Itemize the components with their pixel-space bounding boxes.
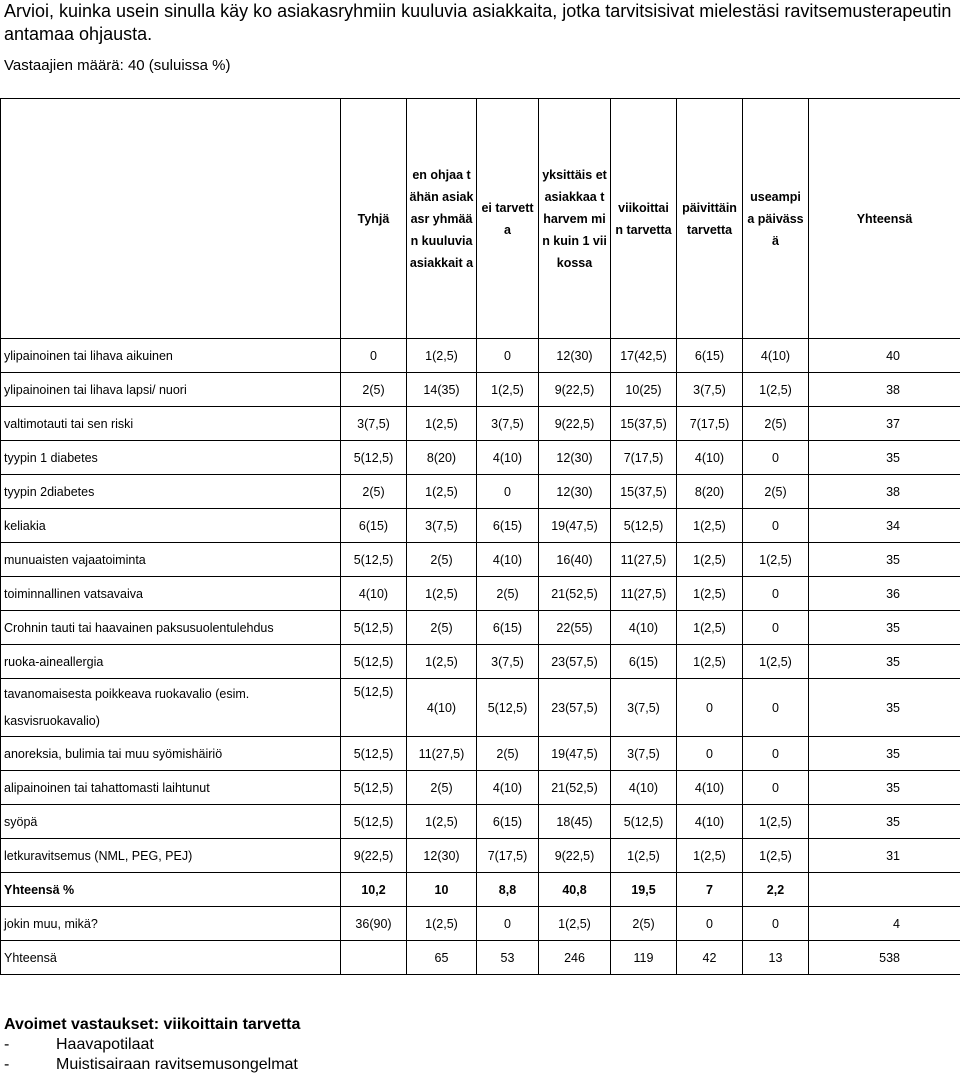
row-label: valtimotauti tai sen riski [1,407,341,441]
table-cell: 5(12,5) [341,805,407,839]
table-cell: 1(2,5) [407,407,477,441]
open-answers-title: Avoimet vastaukset: viikoittain tarvetta [4,1016,301,1033]
table-cell: 0 [743,771,809,805]
row-label: ruoka-aineallergia [1,645,341,679]
table-cell: 1(2,5) [539,907,611,941]
table-row [1,771,960,805]
table-cell: 11(27,5) [407,737,477,771]
row-label: Crohnin tauti tai haavainen paksusuolentulehdus [1,611,341,645]
table-cell: 2(5) [341,475,407,509]
table-cell: 0 [743,737,809,771]
row-total-cell: 38 [809,475,960,509]
table-cell: 6(15) [477,611,539,645]
table-cell: 6(15) [477,509,539,543]
table-cell: 2(5) [743,475,809,509]
table-cell: 5(12,5) [611,805,677,839]
table-cell: 0 [677,679,743,737]
table-cell: 3(7,5) [341,407,407,441]
table-row [1,339,960,373]
table-cell: 0 [477,339,539,373]
row-total-cell: 35 [809,805,960,839]
results-table-wrapper [0,98,960,975]
row-total-cell: 40 [809,339,960,373]
table-cell: 23(57,5) [539,679,611,737]
table-cell: 12(30) [539,441,611,475]
open-answers-list [4,1035,904,1075]
table-cell: 2(5) [407,771,477,805]
table-row [1,805,960,839]
row-total-cell: 35 [809,645,960,679]
table-cell: 1(2,5) [407,577,477,611]
table-cell: 0 [743,509,809,543]
table-cell: 22(55) [539,611,611,645]
row-label: toiminnallinen vatsavaiva [1,577,341,611]
row-label: anoreksia, bulimia tai muu syömishäiriö [1,737,341,771]
table-cell: 5(12,5) [341,771,407,805]
row-label: alipainoinen tai tahattomasti laihtunut [1,771,341,805]
table-cell: 10 [407,873,477,907]
table-cell: 1(2,5) [407,907,477,941]
table-row [1,645,960,679]
question-title: Arvioi, kuinka usein sinulla käy ko asiakasryhmiin kuuluvia asiakkaita, jotka tarvitsisivat mielestäsi ravitsemusterapeutin antamaa ohjausta. [4,1,952,44]
table-cell: 4(10) [407,679,477,737]
table-cell: 2(5) [341,373,407,407]
row-total-cell: 31 [809,839,960,873]
table-cell: 40,8 [539,873,611,907]
table-cell: 36(90) [341,907,407,941]
table-cell: 1(2,5) [407,339,477,373]
table-cell: 0 [677,907,743,941]
respondent-count: Vastaajien määrä: 40 (suluissa %) [4,57,231,74]
table-row [1,509,960,543]
table-cell: 5(12,5) [341,679,407,737]
table-row [1,543,960,577]
table-cell: 53 [477,941,539,975]
row-label: tyypin 2diabetes [1,475,341,509]
row-total-cell: 35 [809,737,960,771]
table-cell: 3(7,5) [611,679,677,737]
row-label: tyypin 1 diabetes [1,441,341,475]
table-row [1,373,960,407]
table-cell: 0 [743,611,809,645]
table-cell: 6(15) [341,509,407,543]
table-cell: 9(22,5) [539,839,611,873]
table-cell: 1(2,5) [407,645,477,679]
table-cell: 2(5) [407,543,477,577]
column-header: päivittäin tarvetta [677,99,743,339]
table-cell: 65 [407,941,477,975]
row-total-cell [809,873,960,907]
table-cell: 14(35) [407,373,477,407]
table-cell: 4(10) [611,771,677,805]
row-total-cell: 4 [809,907,960,941]
table-cell: 1(2,5) [677,509,743,543]
table-cell: 5(12,5) [341,645,407,679]
table-cell: 0 [743,577,809,611]
table-cell: 4(10) [611,611,677,645]
table-cell: 0 [477,475,539,509]
table-row [1,407,960,441]
table-row [1,611,960,645]
table-cell: 1(2,5) [743,543,809,577]
table-cell: 4(10) [341,577,407,611]
table-cell: 5(12,5) [341,737,407,771]
table-cell: 19,5 [611,873,677,907]
column-header: en ohjaa tähän asiakasr yhmään kuuluvia asiakkait a [407,99,477,339]
column-header: viikoittai n tarvetta [611,99,677,339]
table-row [1,839,960,873]
table-cell: 9(22,5) [341,839,407,873]
table-cell: 5(12,5) [341,441,407,475]
table-cell: 4(10) [477,441,539,475]
table-cell: 10,2 [341,873,407,907]
table-cell [341,941,407,975]
table-cell: 9(22,5) [539,407,611,441]
table-body [1,339,960,975]
row-label: ylipainoinen tai lihava lapsi/ nuori [1,373,341,407]
table-cell: 5(12,5) [611,509,677,543]
table-cell: 5(12,5) [477,679,539,737]
table-cell: 3(7,5) [611,737,677,771]
table-cell: 1(2,5) [611,839,677,873]
table-cell: 3(7,5) [477,407,539,441]
table-cell: 7 [677,873,743,907]
row-total-cell: 35 [809,771,960,805]
row-label: ylipainoinen tai lihava aikuinen [1,339,341,373]
table-cell: 7(17,5) [677,407,743,441]
table-cell: 8(20) [677,475,743,509]
table-cell: 16(40) [539,543,611,577]
table-cell: 2(5) [407,611,477,645]
table-cell: 1(2,5) [743,839,809,873]
column-header: Tyhjä [341,99,407,339]
table-cell: 9(22,5) [539,373,611,407]
row-total-cell: 34 [809,509,960,543]
table-row [1,873,960,907]
table-cell: 1(2,5) [407,475,477,509]
results-table [0,98,960,975]
open-answer-text: Muistisairaan ravitsemusongelmat [56,1056,298,1073]
table-cell: 6(15) [677,339,743,373]
table-row [1,679,960,737]
table-row [1,907,960,941]
table-cell: 12(30) [539,475,611,509]
table-cell: 7(17,5) [611,441,677,475]
table-row [1,577,960,611]
row-total-cell: 38 [809,373,960,407]
row-total-cell: 538 [809,941,960,975]
table-cell: 1(2,5) [743,373,809,407]
row-total-cell: 35 [809,611,960,645]
table-cell: 2(5) [477,737,539,771]
table-cell: 15(37,5) [611,475,677,509]
table-cell: 5(12,5) [341,611,407,645]
table-cell: 1(2,5) [677,543,743,577]
row-label: Yhteensä % [1,873,341,907]
table-cell: 5(12,5) [341,543,407,577]
table-cell: 4(10) [677,441,743,475]
table-cell: 2,2 [743,873,809,907]
table-cell: 19(47,5) [539,737,611,771]
table-row [1,475,960,509]
table-cell: 1(2,5) [677,577,743,611]
table-cell: 8(20) [407,441,477,475]
column-header [1,99,341,339]
table-cell: 0 [743,679,809,737]
table-cell: 2(5) [611,907,677,941]
table-cell: 1(2,5) [407,805,477,839]
table-cell: 2(5) [743,407,809,441]
table-cell: 3(7,5) [407,509,477,543]
open-answer-text: Haavapotilaat [56,1036,154,1053]
column-header: Yhteensä [809,99,960,339]
table-row [1,441,960,475]
table-cell: 4(10) [743,339,809,373]
table-cell: 12(30) [407,839,477,873]
table-cell: 4(10) [677,805,743,839]
table-cell: 1(2,5) [677,611,743,645]
title-block [4,0,954,75]
row-total-cell: 36 [809,577,960,611]
row-label: letkuravitsemus (NML, PEG, PEJ) [1,839,341,873]
table-cell: 1(2,5) [477,373,539,407]
table-cell: 3(7,5) [677,373,743,407]
list-dash: - [4,1036,10,1053]
row-total-cell: 35 [809,543,960,577]
table-cell: 17(42,5) [611,339,677,373]
list-dash: - [4,1056,10,1073]
table-cell: 1(2,5) [677,645,743,679]
table-cell: 4(10) [677,771,743,805]
table-cell: 6(15) [477,805,539,839]
table-cell: 246 [539,941,611,975]
table-cell: 0 [743,907,809,941]
table-cell: 3(7,5) [477,645,539,679]
row-label: syöpä [1,805,341,839]
table-cell: 2(5) [477,577,539,611]
row-label: munuaisten vajaatoiminta [1,543,341,577]
column-header: ei tarvetta [477,99,539,339]
table-cell: 8,8 [477,873,539,907]
table-cell: 18(45) [539,805,611,839]
header-row [1,99,960,339]
table-row [1,941,960,975]
table-cell: 21(52,5) [539,577,611,611]
table-cell: 1(2,5) [743,645,809,679]
column-header: yksittäis et asiakkaa t harvem min kuin 1 viikossa [539,99,611,339]
table-cell: 13 [743,941,809,975]
row-total-cell: 35 [809,441,960,475]
table-cell: 42 [677,941,743,975]
table-cell: 7(17,5) [477,839,539,873]
table-cell: 4(10) [477,771,539,805]
table-cell: 21(52,5) [539,771,611,805]
open-answers [4,1015,904,1075]
row-label: keliakia [1,509,341,543]
table-cell: 0 [677,737,743,771]
table-cell: 0 [341,339,407,373]
column-header: useampi a päivässä [743,99,809,339]
open-answer-item [4,1035,904,1055]
row-label: Yhteensä [1,941,341,975]
table-cell: 0 [477,907,539,941]
table-cell: 19(47,5) [539,509,611,543]
table-cell: 4(10) [477,543,539,577]
row-label: tavanomaisesta poikkeava ruokavalio (esim. kasvisruokavalio) [1,679,341,737]
table-cell: 119 [611,941,677,975]
table-cell: 12(30) [539,339,611,373]
open-answer-item [4,1055,904,1075]
table-cell: 1(2,5) [743,805,809,839]
table-cell: 15(37,5) [611,407,677,441]
table-cell: 0 [743,441,809,475]
table-cell: 1(2,5) [677,839,743,873]
row-total-cell: 35 [809,679,960,737]
row-total-cell: 37 [809,407,960,441]
table-cell: 11(27,5) [611,577,677,611]
table-cell: 10(25) [611,373,677,407]
table-row [1,737,960,771]
table-cell: 11(27,5) [611,543,677,577]
row-label: jokin muu, mikä? [1,907,341,941]
table-cell: 6(15) [611,645,677,679]
table-cell: 23(57,5) [539,645,611,679]
